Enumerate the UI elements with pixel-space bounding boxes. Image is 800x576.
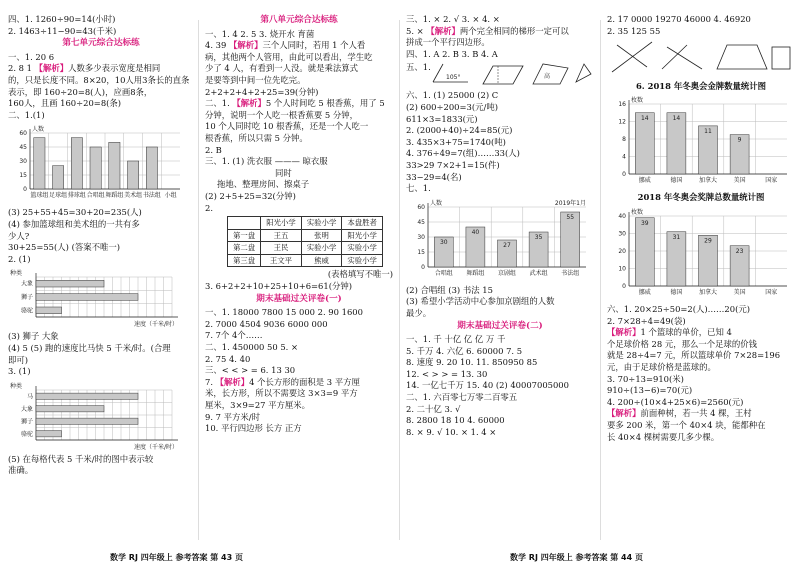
answer-line: 【解析】前面种树，若一共 4 棵，王村	[607, 408, 752, 419]
answer-line: 要多 200 米，第一个 40×4 块，能都种在	[607, 419, 766, 430]
answer-line: 2. 二十亿 3. √	[406, 403, 461, 414]
bar	[109, 143, 120, 190]
answer-line: 一、1. 千 十亿 亿 亿 万 千	[406, 334, 506, 345]
answer-line: 一、1. 20 6	[8, 51, 55, 62]
answer-line: 一、1. 18000 7800 15 000 2. 90 1600	[205, 307, 363, 318]
table-cell: 第一盘	[228, 229, 261, 242]
analysis-tag: 【解析】	[232, 98, 266, 109]
tick-label: 60	[19, 130, 27, 138]
section-title: 第八单元综合达标练	[260, 15, 338, 25]
answer-line: 2. 8 1 【解析】人数多少表示宽度是相同	[8, 63, 161, 74]
answer-line: (3) 狮子 大象	[8, 331, 59, 342]
answer-line: 14. 一亿七千万 15. 40 (2) 40007005000	[406, 380, 569, 391]
answer-line: 33−29=4(名)	[406, 171, 462, 182]
table-note: (表格填写不唯一)	[327, 269, 393, 280]
flow-label: 同时	[275, 167, 292, 178]
analysis-tag: 【解析】	[34, 63, 69, 74]
answer-line: 2. B	[205, 144, 222, 155]
answer-line: 4. 200÷(10×4+25×6)=2560(元)	[607, 396, 744, 407]
data-label: 30	[439, 238, 448, 246]
answer-line: 4. 39 【解析】三个人同时，若用 1 个人看	[205, 40, 366, 51]
tick-label: 30	[19, 158, 27, 166]
answer-line: 是要等到中间一位先吃完。	[205, 74, 306, 85]
y-axis-label: 人数	[32, 126, 45, 134]
column-2	[205, 14, 393, 435]
table-row	[228, 229, 383, 242]
bar	[36, 281, 104, 288]
table-cell: 第二盘	[228, 242, 261, 255]
match-table	[227, 216, 383, 267]
answer-line: 个足球价格 28 元，那么一个足球的价钱	[607, 338, 757, 349]
analysis-tag: 【解析】	[426, 25, 460, 36]
shapes-row	[406, 60, 594, 90]
bar-chart-gold-medals	[607, 94, 793, 190]
tick-label: 0	[23, 186, 27, 194]
horizontal-bar-chart-speed	[8, 267, 186, 329]
answer-line: (4) 5 (5) 跑的速度比马快 5 千米/时。(合理	[8, 342, 171, 353]
category-label: 国家	[765, 288, 778, 296]
answer-line: 根香蕉，所以只需 5 分钟。	[205, 132, 308, 143]
answer-line: 五、1.	[406, 62, 431, 73]
bar	[635, 218, 654, 286]
answer-line: 【解析】1 个篮球的单价，已知 4	[607, 327, 732, 338]
answer-line: 三、1. (1) 洗衣服 ——— 晾衣服	[205, 156, 328, 167]
tick-label: 15	[417, 248, 425, 256]
category-label: 德国	[670, 177, 683, 185]
answer-line: 六、1. (1) 25000 (2) C	[406, 90, 499, 101]
bar	[36, 307, 62, 314]
answer-line: (2) 600÷200=3(元/吨)	[406, 101, 498, 112]
tick-label: 20	[618, 247, 626, 255]
answer-line: 7. 7个 4个……	[205, 330, 263, 341]
y-axis-label: 枚数	[631, 97, 644, 105]
bar	[667, 113, 686, 174]
bar	[53, 166, 64, 189]
data-label: 55	[566, 213, 575, 221]
svg-text:高: 高	[544, 73, 551, 81]
answer-line: (5) 在每格代表 5 千米/时的图中表示较	[8, 453, 154, 464]
answer-line: 3. (1)	[8, 366, 31, 377]
answer-line: 3. 6+2+2+10+25+10+6=61(分钟)	[205, 281, 352, 292]
answer-line: 的，只是长度不同。8×20，10人用3条长的直条	[8, 74, 190, 85]
bar-chart-groups	[8, 123, 186, 205]
chart-title: 2019年1月	[554, 199, 586, 207]
category-label: 狮子	[20, 417, 33, 425]
data-label: 23	[735, 247, 744, 255]
analysis-tag: 【解析】	[607, 408, 641, 419]
category-label: 篮球组	[30, 192, 49, 200]
tick-label: 45	[417, 218, 425, 226]
bar	[635, 113, 654, 174]
analysis-tag: 【解析】	[228, 40, 263, 51]
y-axis-label: 种类	[10, 382, 23, 390]
answer-line: 最少。	[406, 307, 432, 318]
answer-line: 611×3=1833(元)	[406, 113, 478, 124]
footer-right: 数学 RJ 四年级上 参考答案 第 44 页	[510, 553, 643, 562]
answer-line: 8. 速度 9. 20 10. 11. 850950 85	[406, 357, 538, 368]
table-cell: 王文平	[261, 254, 302, 267]
category-label: 足球组	[49, 192, 68, 200]
answer-line: 二、1.(1)	[8, 109, 45, 120]
bar	[34, 138, 45, 189]
answer-line: 一、1. 4 2. 5 3. 烧开水 育菌	[205, 28, 315, 39]
answer-line: 三、1. × 2. √ 3. × 4. ×	[406, 14, 500, 24]
tick-label: 12	[618, 118, 626, 126]
category-label: 合唱组	[434, 269, 453, 277]
answer-line: 厘米，3×9=27 平方厘米。	[205, 400, 311, 410]
y-axis-label: 种类	[10, 270, 23, 278]
data-label: 14	[640, 115, 649, 123]
bar	[128, 161, 139, 189]
tick-label: 45	[19, 144, 27, 152]
category-label: 德国	[670, 288, 683, 296]
answer-line: 4. 376÷49=7(组)……33(人)	[406, 148, 520, 159]
category-label: 美国	[733, 177, 746, 185]
data-label: 29	[704, 237, 712, 245]
answer-line: 即可)	[8, 354, 29, 365]
x-axis-label: 速度（千米/时）	[133, 321, 178, 329]
answer-line: 2. (1)	[8, 253, 31, 264]
table-cell: 实验小学	[301, 217, 342, 230]
answer-line: 2+2+2+4+2+25=39(分钟)	[205, 86, 319, 97]
category-label: 武术组	[529, 269, 548, 277]
x-axis-label: 速度（千米/时）	[133, 443, 178, 451]
category-label: 大象	[20, 280, 33, 288]
answer-line: 9. 7 平方米/时	[205, 411, 260, 422]
bar	[71, 138, 82, 189]
table-row	[228, 217, 383, 230]
answer-line: 表示，即 160÷20=8(人)，应画8条，	[8, 86, 153, 97]
answer-line: 910÷(13−6)=70(元)	[607, 385, 693, 396]
table-cell: 张明	[301, 229, 342, 242]
table-cell: 熊威	[301, 254, 342, 267]
table-cell: 阳光小学	[261, 217, 302, 230]
tick-label: 4	[622, 153, 626, 161]
category-label: 加拿大	[698, 177, 718, 185]
table-cell: 王民	[261, 242, 302, 255]
y-axis-label: 人数	[430, 199, 443, 207]
column-3	[406, 14, 594, 438]
chart-title: 6. 2018 年冬奥会金牌数量统计图	[635, 80, 766, 91]
category-label: 京剧组	[497, 269, 517, 277]
bar	[36, 430, 62, 436]
category-label: 排球组	[67, 192, 86, 200]
answer-line: (2) 合唱组 (3) 书法 15	[406, 284, 493, 295]
horizontal-bar-chart-speed-2	[8, 380, 186, 452]
category-label: 书法组	[561, 269, 580, 277]
answer-line: 病，其他两个人管用，由此可以看出，学生吃	[205, 51, 373, 62]
bar	[36, 294, 138, 301]
answer-line: 三、< < > = 6. 13 30	[205, 365, 296, 376]
answer-line: 分钟，说明一个人吃一根香蕉要 5 分钟，	[205, 109, 359, 120]
answer-line: (3) 希望小学活动中心参加京剧组的人数	[406, 296, 555, 307]
footer-left: 数学 RJ 四年级上 参考答案 第 43 页	[110, 553, 243, 562]
answer-line: 二、1. 六百零七万零二百零五	[406, 392, 518, 403]
section-title: 第七单元综合达标练	[62, 38, 140, 49]
table-cell: 实验小学	[301, 242, 342, 255]
table-cell: 阳光小学	[342, 229, 383, 242]
answer-line: 四、1. A 2. B 3. B 4. A	[406, 48, 498, 59]
answer-line: 2. 1463÷11−90=43(千米)	[8, 25, 117, 36]
bar-chart-total-medals	[607, 206, 793, 302]
tick-label: 30	[417, 233, 425, 241]
answer-line: 33>29 7×2+1=15(件)	[406, 159, 500, 170]
section-title: 期末基础过关评卷(一)	[256, 293, 342, 304]
tick-label: 30	[618, 230, 626, 238]
data-label: 11	[704, 128, 712, 136]
table-cell: 第三盘	[228, 254, 261, 267]
tick-label: 8	[622, 136, 626, 144]
category-label: 合唱组	[86, 192, 105, 200]
answer-line: 12. < > > = 13. 30	[406, 368, 488, 379]
category-label: 国家	[765, 177, 778, 185]
bar	[36, 405, 104, 411]
category-label: 大象	[20, 405, 33, 413]
table-row	[228, 242, 383, 255]
answer-line: 10. 平行四边形 长方 正方	[205, 423, 302, 434]
analysis-tag: 【解析】	[215, 376, 250, 387]
answer-line: (2) 2+5+25=32(分钟)	[205, 190, 296, 201]
table-cell: 实验小学	[342, 254, 383, 267]
answer-line: 5. 千万 4. 六亿 6. 60000 7. 5	[406, 345, 523, 356]
answer-line: 就是 28÷4=7 元，所以篮球单价 7×28=196	[607, 350, 781, 361]
category-label: 美术组	[124, 192, 143, 200]
answer-line: 3. 435×3+75=1740(吨)	[406, 136, 506, 147]
answer-line: 拼成一个平行四边形。	[406, 37, 490, 48]
tick-label: 0	[622, 282, 626, 290]
tick-label: 0	[622, 171, 626, 179]
category-label: 骆驼	[20, 307, 33, 315]
section-title: 期末基础过关评卷(二)	[457, 320, 543, 331]
answer-line: 少了 4 人，有看到一人没。就是乘法算式	[205, 63, 359, 74]
answer-line: 长 40×4 棵树需要几多少棵。	[607, 431, 720, 442]
bar	[36, 393, 138, 399]
answer-line: 2. 35 125 55	[607, 25, 661, 36]
answer-line: 二、1. 【解析】5 个人时间吃 5 根香蕉，用了 5	[205, 98, 385, 109]
tick-label: 60	[417, 203, 425, 211]
answer-line: 2. 75 4. 40	[205, 353, 251, 364]
category-label: 加拿大	[698, 288, 718, 296]
tick-label: 40	[618, 212, 626, 220]
data-label: 39	[640, 219, 649, 227]
answer-line: 2. 7000 4504 9036 6000 000	[205, 318, 328, 329]
category-label: 挪威	[638, 288, 651, 296]
bar	[36, 418, 138, 424]
bar	[90, 147, 101, 189]
data-label: 31	[672, 233, 681, 241]
data-label: 14	[672, 115, 681, 123]
svg-text:105°: 105°	[446, 74, 461, 82]
tick-label: 15	[19, 172, 27, 180]
answer-line: 四、1. 1260÷90=14(小时)	[8, 14, 116, 24]
data-label: 35	[534, 233, 543, 241]
column-4	[607, 14, 795, 443]
bar-chart-activity	[406, 197, 592, 283]
answer-line: 2. (2000+40)÷24=85(元)	[406, 125, 513, 136]
table-cell: 王五	[261, 229, 302, 242]
table-row	[228, 254, 383, 267]
column-1	[8, 14, 194, 477]
category-label: 骆驼	[20, 430, 33, 438]
answer-line: 七、1.	[406, 183, 431, 194]
category-label: 美国	[733, 288, 746, 296]
table-cell: 实验小学	[342, 242, 383, 255]
answer-line: 准确。	[8, 465, 34, 476]
answer-line: 8. 2800 18 10 4. 60000	[406, 415, 505, 426]
answer-line: 7. 【解析】4 个长方形的面积是 3 平方厘	[205, 376, 360, 387]
answer-line: 2.	[205, 202, 213, 213]
analysis-tag: 【解析】	[607, 327, 641, 338]
column-divider	[600, 20, 601, 540]
answer-line: (3) 25+55+45=30+20=235(人)	[8, 207, 142, 218]
category-label: 舞蹈组	[466, 269, 485, 277]
answer-line: 8. × 9. √ 10. × 1. 4 ×	[406, 426, 497, 437]
tick-label: 10	[618, 265, 626, 273]
answer-line: 5. × 【解析】两个完全相同的梯形一定可以	[406, 25, 569, 36]
flow-label: 拖地、整理房间、擦桌子	[217, 179, 310, 190]
answer-line: 少人?	[8, 230, 30, 241]
bar	[146, 147, 157, 189]
category-label: 挪威	[638, 177, 651, 185]
category-label: 小组	[164, 192, 177, 200]
table-cell: 本盘胜者	[342, 217, 383, 230]
data-label: 9	[737, 137, 742, 144]
answer-line: 米，长方形，所以不需要这 3×3=9 平方	[205, 388, 358, 399]
answer-line: 2. 7×28÷4=49(袋)	[607, 315, 686, 326]
answer-line: 元，由于足球价格是蓝球的。	[607, 361, 716, 372]
tick-label: 0	[421, 263, 425, 271]
data-label: 27	[503, 241, 511, 249]
answer-line: 3. 70÷13=910(米)	[607, 373, 684, 384]
y-axis-label: 枚数	[631, 208, 644, 216]
chart-title: 2018 年冬奥会奖牌总数量统计图	[637, 192, 765, 203]
geometry-figures	[428, 60, 593, 90]
category-label: 书法组	[142, 192, 161, 200]
geometry-figures-2	[607, 37, 793, 77]
answer-line: 10 个人同时吃 10 根香蕉，还是一个人吃一	[205, 121, 369, 132]
answer-line: 六、1. 20×25÷50=2(人)……20(元)	[607, 303, 750, 314]
answer-line: 160人，且画 160÷20=8(条)	[8, 98, 122, 109]
table-cell	[228, 217, 261, 230]
data-label: 40	[471, 228, 480, 236]
tick-label: 16	[618, 101, 626, 109]
answer-line: (4) 参加篮球组和美术组的一共有多	[8, 218, 140, 229]
answer-line: 30+25=55(人) (答案不唯一)	[8, 242, 120, 253]
column-divider	[198, 20, 199, 540]
category-label: 舞蹈组	[105, 192, 124, 200]
category-label: 马	[26, 392, 33, 400]
page-divider	[399, 20, 400, 540]
answer-line: 2. 17 0000 19270 46000 4. 46920	[607, 14, 751, 24]
answer-line: 二、1. 450000 50 5. ×	[205, 342, 299, 353]
category-label: 狮子	[20, 294, 33, 302]
